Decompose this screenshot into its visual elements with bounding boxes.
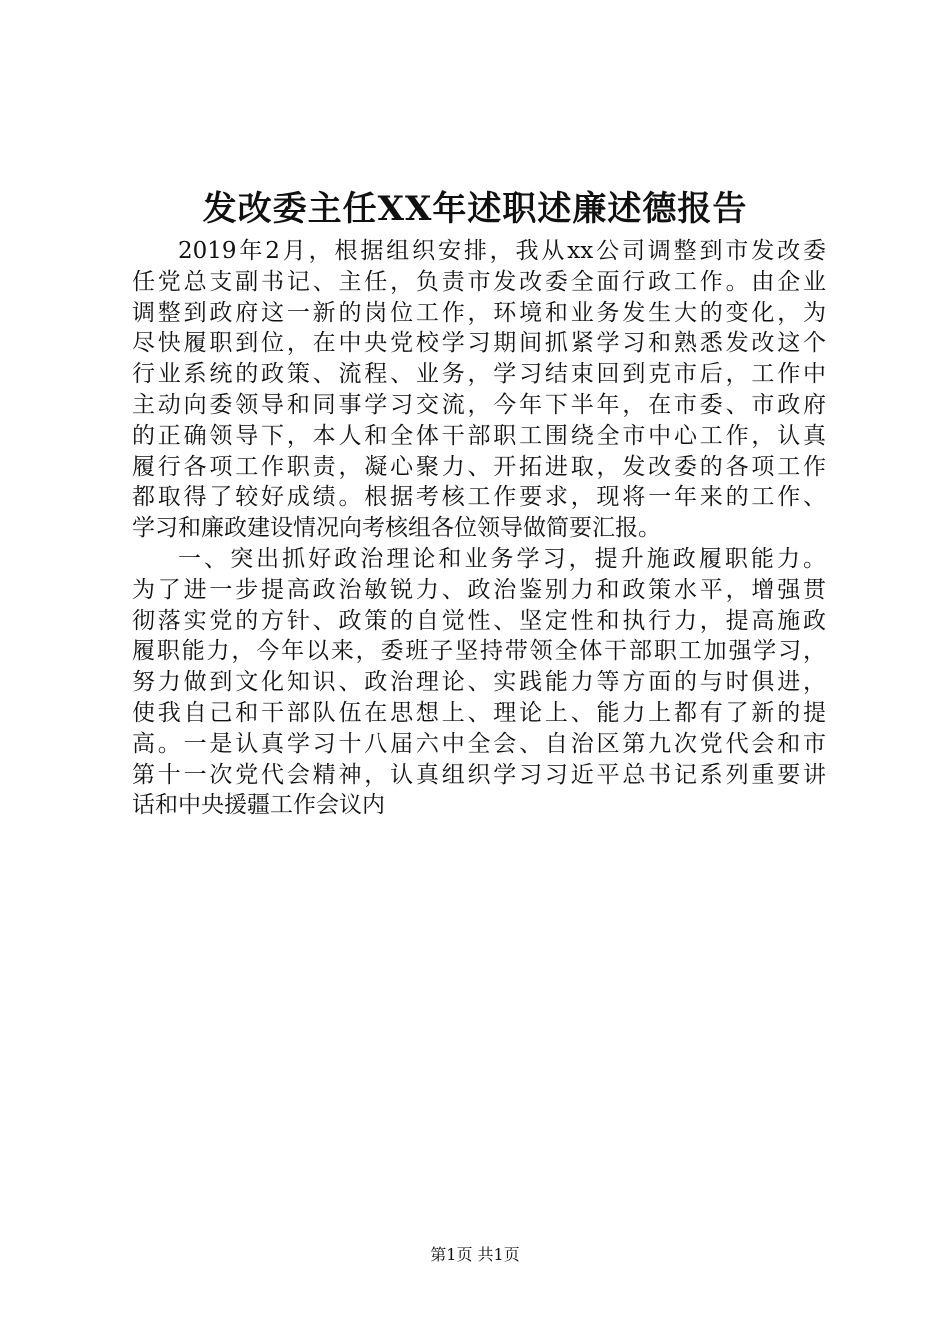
text-line: 都取得了较好成绩。根据考核工作要求，现将一年来的工作、 — [132, 484, 826, 511]
text-line: 高。一是认真学习十八届六中全会、自治区第九次党代会和市 — [132, 730, 826, 757]
text-line: 调整到政府这一新的岗位工作，环境和业务发生大的变化，为 — [132, 299, 826, 326]
text-line: 话和中央援疆工作会议内 — [132, 792, 385, 819]
document-title: 发改委主任XX年述职述廉述德报告 — [202, 189, 748, 229]
text-line: 2019年2月，根据组织安排，我从xx公司调整到市发改委 — [178, 238, 826, 264]
text-line: 学习和廉政建设情况向考核组各位领导做简要汇报。 — [132, 515, 661, 542]
text-line: 行业系统的政策、流程、业务，学习结束回到克市后，工作中 — [132, 361, 826, 388]
text-line: 使我自己和干部队伍在思想上、理论上、能力上都有了新的提 — [132, 699, 826, 726]
text-line: 努力做到文化知识、政治理论、实践能力等方面的与时俱进， — [132, 669, 826, 696]
paragraph-2 — [132, 544, 826, 821]
text-line: 一、突出抓好政治理论和业务学习，提升施政履职能力。 — [178, 545, 826, 572]
page-footer: 第1页 共1页 — [430, 1245, 520, 1264]
text-line: 履职能力，今年以来，委班子坚持带领全体干部职工加强学习， — [132, 638, 826, 665]
text-line: 主动向委领导和同事学习交流，今年下半年，在市委、市政府 — [132, 391, 826, 418]
text-line: 的正确领导下，本人和全体干部职工围绕全市中心工作，认真 — [132, 422, 826, 449]
text-line: 彻落实党的方针、政策的自觉性、坚定性和执行力，提高施政 — [132, 607, 826, 634]
text-line: 任党总支副书记、主任，负责市发改委全面行政工作。由企业 — [132, 268, 826, 295]
document-body — [132, 236, 826, 821]
text-line: 为了进一步提高政治敏锐力、政治鉴别力和政策水平，增强贯 — [132, 576, 826, 603]
text-line: 履行各项工作职责，凝心聚力、开拓进取，发改委的各项工作 — [132, 453, 826, 480]
paragraph-1 — [132, 236, 826, 544]
text-line: 第十一次党代会精神，认真组织学习习近平总书记系列重要讲 — [132, 761, 826, 788]
text-line: 尽快履职到位，在中央党校学习期间抓紧学习和熟悉发改这个 — [132, 330, 826, 357]
